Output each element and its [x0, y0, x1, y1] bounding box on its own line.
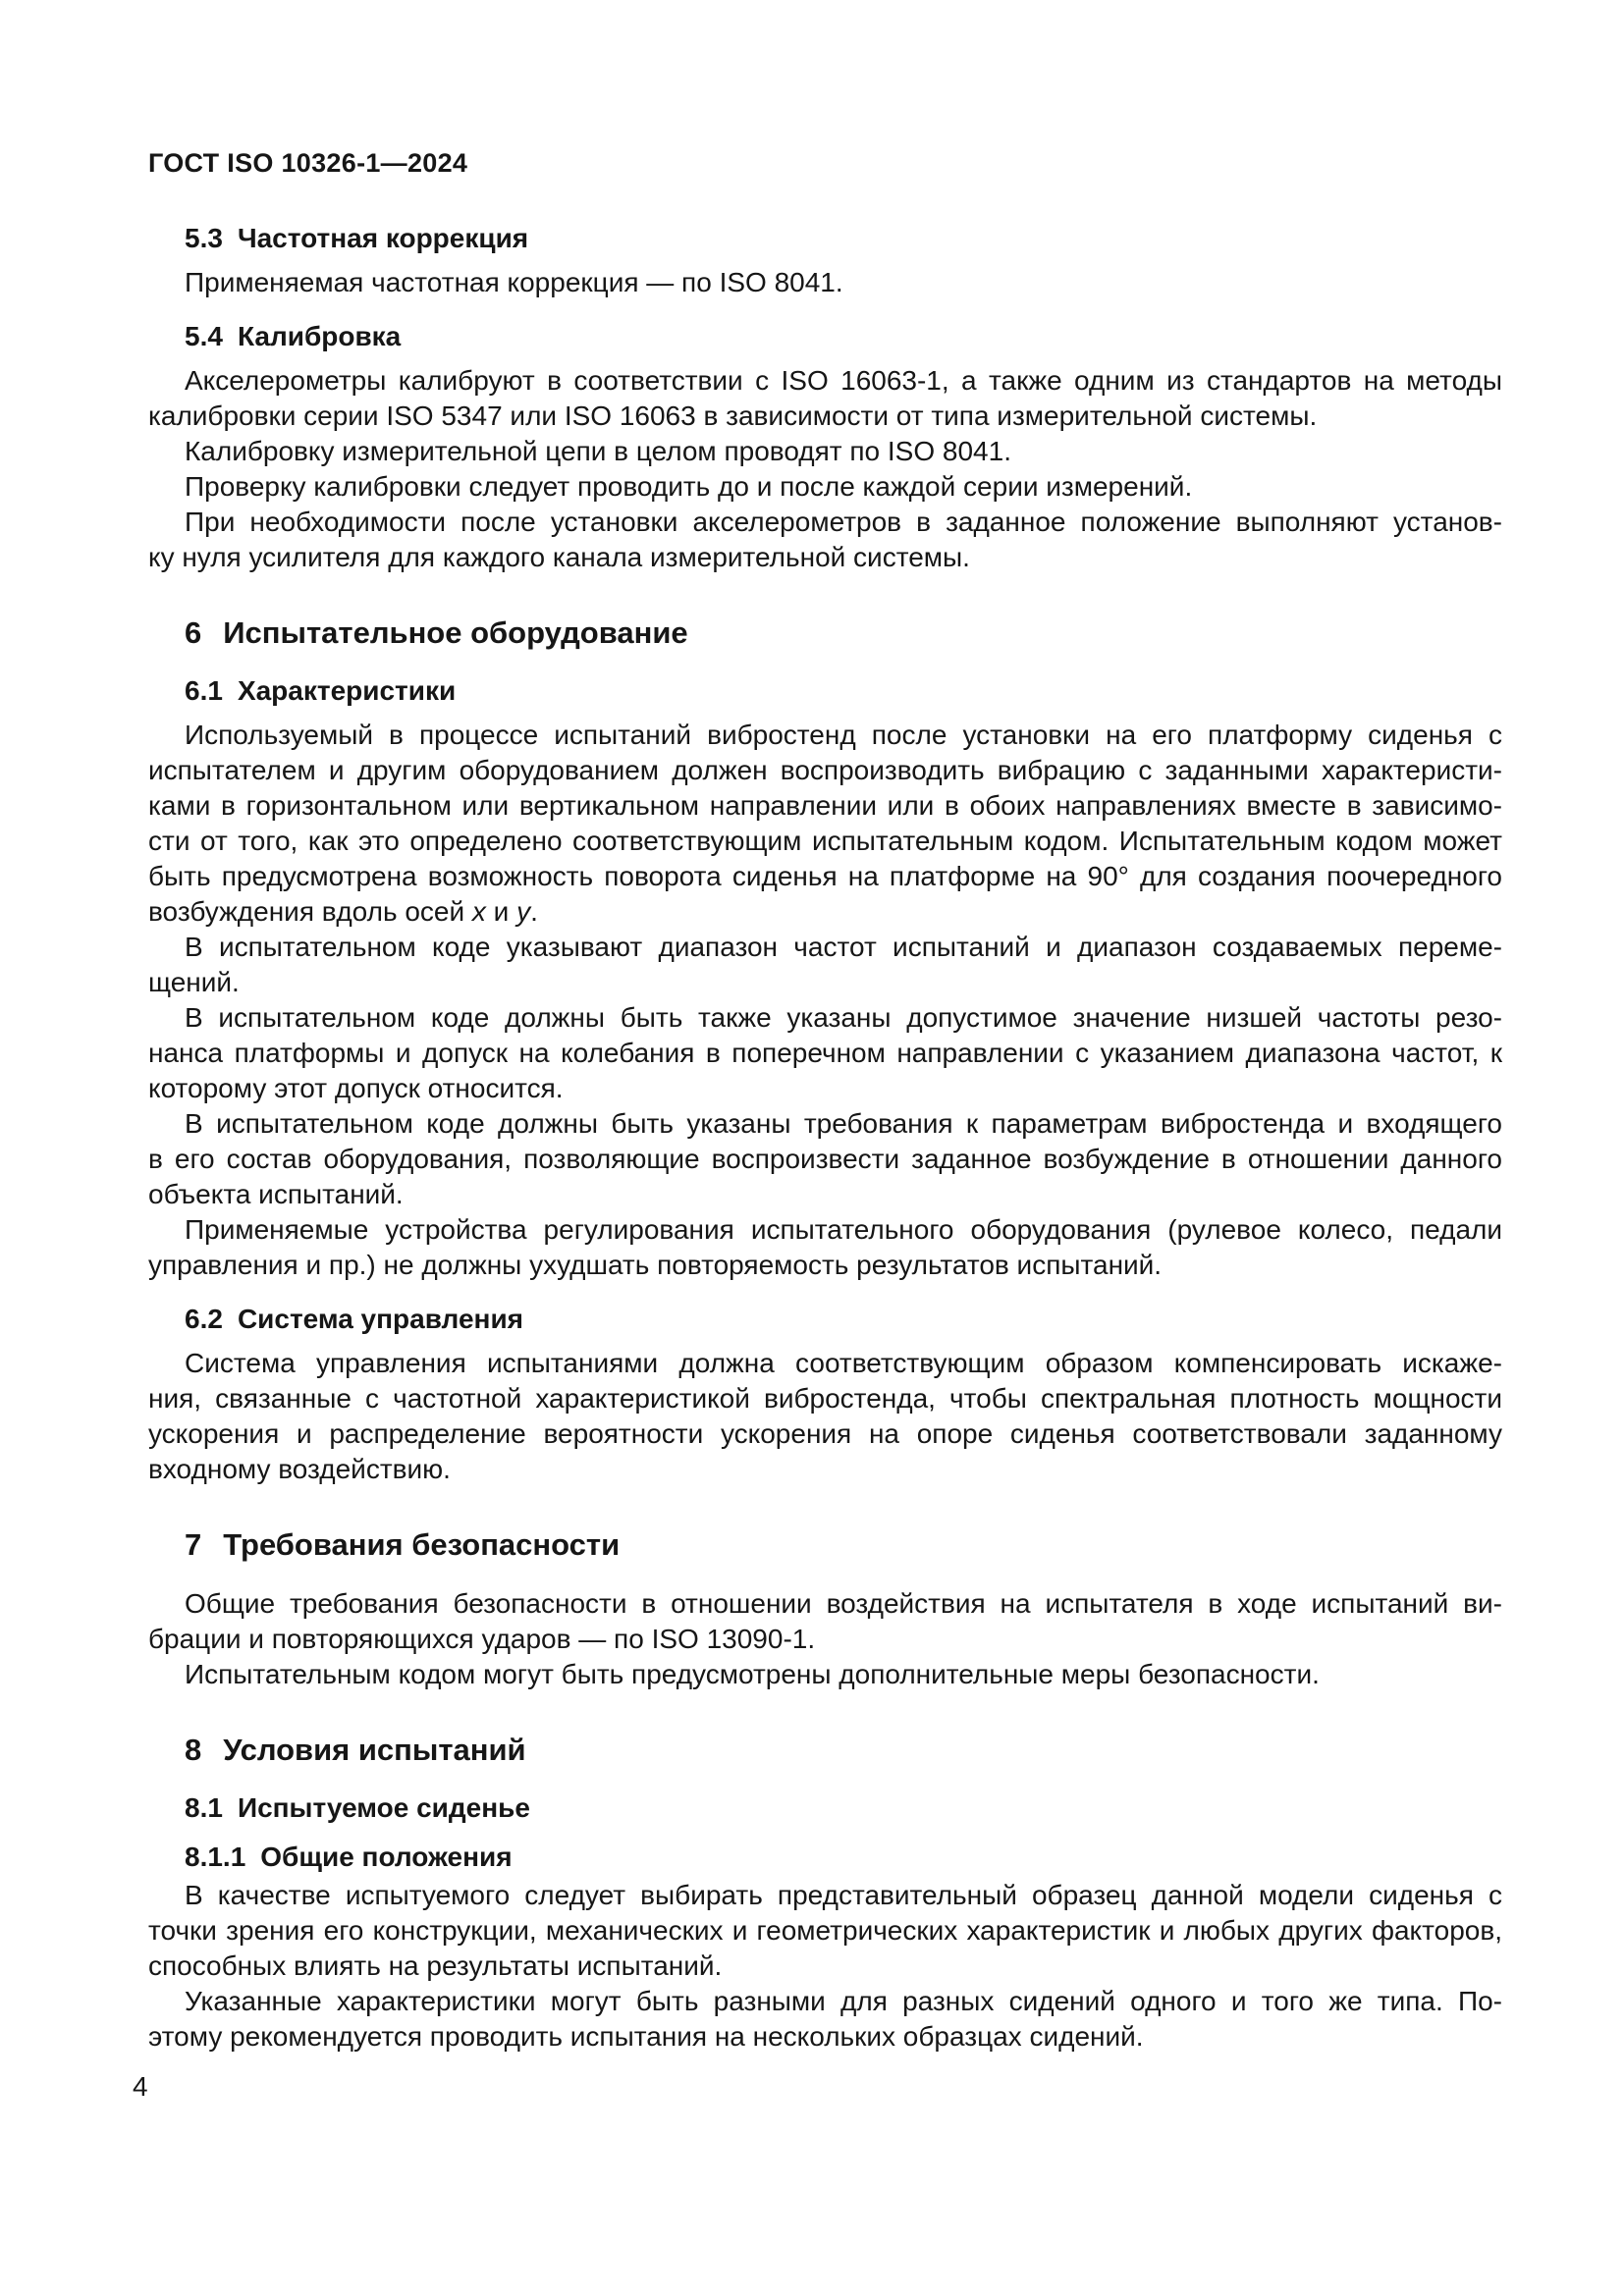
text-line	[148, 469, 1502, 505]
text-segment: Проверку калибровки следует проводить до и после каждой серии измерений.	[185, 471, 1193, 502]
section-number: 5.4	[185, 321, 223, 351]
section-number: 5.3	[185, 223, 223, 253]
text-segment: В испытательном коде указывают диапазон частот испытаний и диапазон создаваемых переме-	[185, 932, 1502, 962]
section-heading-6-2	[185, 1303, 1502, 1336]
text-segment: Акселерометры калибруют в соответствии с ISO 16063-1, а также одним из стандартов на методы	[185, 365, 1502, 396]
text-line	[148, 1949, 1502, 1984]
section-heading-6	[185, 614, 1502, 651]
paragraph	[148, 1106, 1502, 1212]
section-title: Общие положения	[260, 1842, 513, 1872]
paragraph	[148, 363, 1502, 434]
text-line	[148, 1248, 1502, 1283]
text-line	[148, 753, 1502, 788]
text-segment: испытателем и другим оборудованием должен воспроизводить вибрацию с заданными характеристи-	[148, 755, 1502, 785]
text-line	[148, 965, 1502, 1000]
text-line	[148, 1381, 1502, 1416]
text-segment: управления и пр.) не должны ухудшать повторяемость результатов испытаний.	[148, 1250, 1163, 1280]
section-number: 7	[185, 1527, 202, 1562]
text-segment: точки зрения его конструкции, механических и геометрических характеристик и любых других факторов,	[148, 1915, 1502, 1946]
text-line	[148, 1177, 1502, 1212]
page-number: 4	[133, 2071, 148, 2102]
italic-text: x	[471, 896, 486, 927]
text-line	[148, 930, 1502, 965]
italic-text: y	[516, 896, 531, 927]
paragraph	[148, 930, 1502, 1000]
section-title: Характеристики	[237, 675, 457, 706]
paragraph	[148, 505, 1502, 575]
text-line	[148, 1452, 1502, 1487]
paragraph	[148, 1346, 1502, 1487]
section-heading-8-1-1	[185, 1841, 1502, 1874]
section-heading-5-4	[185, 320, 1502, 353]
text-segment: Испытательным кодом могут быть предусмотрены дополнительные меры безопасности.	[185, 1659, 1320, 1689]
text-segment: сти от того, как это определено соответствующим испытательным кодом. Испытательным кодом может	[148, 826, 1502, 856]
paragraph	[148, 1878, 1502, 1984]
text-segment: ками в горизонтальном или вертикальном направлении или в обоих направлениях вместе в зависимо-	[148, 790, 1502, 821]
text-line	[148, 1622, 1502, 1657]
text-segment: Применяемая частотная коррекция — по ISO 8041.	[185, 267, 843, 297]
text-segment: способных влиять на результаты испытаний.	[148, 1950, 723, 1981]
paragraph	[148, 1984, 1502, 2055]
text-segment: нанса платформы и допуск на колебания в поперечном направлении с указанием диапазона частот, к	[148, 1038, 1502, 1068]
text-segment: ку нуля усилителя для каждого канала измерительной системы.	[148, 542, 970, 572]
text-line	[148, 859, 1502, 894]
section-title: Требования безопасности	[223, 1527, 621, 1562]
paragraph	[148, 1657, 1502, 1692]
text-line	[148, 1000, 1502, 1036]
section-title: Система управления	[237, 1304, 524, 1334]
section-number: 8.1	[185, 1792, 223, 1823]
text-segment: В испытательном коде должны быть указаны требования к параметрам вибростенда и входящего	[185, 1108, 1502, 1139]
paragraph	[148, 1586, 1502, 1657]
text-segment: .	[530, 896, 538, 927]
text-segment: ускорения и распределение вероятности ускорения на опоре сиденья соответствовали заданному	[148, 1418, 1502, 1449]
section-number: 6	[185, 615, 202, 650]
text-segment: Указанные характеристики могут быть разными для разных сидений одного и того же типа. По-	[185, 1986, 1502, 2016]
text-line	[148, 824, 1502, 859]
text-line	[148, 1586, 1502, 1622]
text-segment: калибровки серии ISO 5347 или ISO 16063 в зависимости от типа измерительной системы.	[148, 400, 1318, 431]
text-segment: Калибровку измерительной цепи в целом проводят по ISO 8041.	[185, 436, 1011, 466]
paragraph	[148, 265, 1502, 300]
section-heading-6-1	[185, 674, 1502, 708]
section-heading-5-3	[185, 222, 1502, 255]
section-heading-7	[185, 1526, 1502, 1563]
text-segment: ния, связанные с частотной характеристикой вибростенда, чтобы спектральная плотность мощности	[148, 1383, 1502, 1414]
text-segment: брации и повторяющихся ударов — по ISO 13090-1.	[148, 1624, 816, 1654]
text-segment: Система управления испытаниями должна соответствующим образом компенсировать искаже-	[185, 1348, 1502, 1378]
text-line	[148, 1036, 1502, 1071]
text-segment: В качестве испытуемого следует выбирать представительный образец данной модели сиденья с	[185, 1880, 1502, 1910]
section-heading-8-1	[185, 1791, 1502, 1825]
text-line	[148, 2019, 1502, 2055]
text-line	[148, 1212, 1502, 1248]
paragraph	[148, 434, 1502, 469]
paragraph	[148, 718, 1502, 930]
text-line	[148, 1106, 1502, 1142]
section-title: Испытуемое сиденье	[237, 1792, 530, 1823]
section-number: 8	[185, 1733, 202, 1767]
text-segment: Применяемые устройства регулирования испытательного оборудования (рулевое колесо, педали	[185, 1214, 1502, 1245]
text-segment: которому этот допуск относится.	[148, 1073, 564, 1103]
text-segment: щений.	[148, 967, 240, 997]
text-segment: быть предусмотрена возможность поворота сиденья на платформе на 90° для создания поочередного	[148, 861, 1502, 891]
text-segment: и	[485, 896, 517, 927]
text-line	[148, 1142, 1502, 1177]
text-line	[148, 718, 1502, 753]
section-heading-8	[185, 1732, 1502, 1768]
text-segment: в его состав оборудования, позволяющие воспроизвести заданное возбуждение в отношении данного	[148, 1144, 1502, 1174]
text-line	[148, 1346, 1502, 1381]
text-segment: этому рекомендуется проводить испытания на нескольких образцах сидений.	[148, 2021, 1144, 2052]
text-segment: При необходимости после установки акселерометров в заданное положение выполняют установ-	[185, 507, 1502, 537]
section-title: Условия испытаний	[223, 1733, 526, 1767]
text-line	[148, 788, 1502, 824]
text-segment: возбуждения вдоль осей	[148, 896, 472, 927]
section-number: 6.2	[185, 1304, 223, 1334]
document-header: ГОСТ ISO 10326-1—2024	[148, 148, 468, 178]
text-segment: В испытательном коде должны быть также указаны допустимое значение низшей частоты резо-	[185, 1002, 1502, 1033]
text-line	[148, 265, 1502, 300]
text-segment: входному воздействию.	[148, 1454, 451, 1484]
text-line	[148, 1657, 1502, 1692]
text-line	[148, 894, 1502, 930]
text-line	[148, 1913, 1502, 1949]
paragraph	[148, 469, 1502, 505]
paragraph	[148, 1212, 1502, 1283]
section-number: 8.1.1	[185, 1842, 246, 1872]
section-title: Калибровка	[237, 321, 402, 351]
text-line	[148, 434, 1502, 469]
section-title: Испытательное оборудование	[223, 615, 688, 650]
text-line	[148, 1416, 1502, 1452]
text-line	[148, 1071, 1502, 1106]
text-line	[148, 1984, 1502, 2019]
text-segment: объекта испытаний.	[148, 1179, 404, 1209]
text-line	[148, 1878, 1502, 1913]
section-title: Частотная коррекция	[237, 223, 529, 253]
document-content	[148, 147, 1502, 2055]
document-body	[148, 222, 1502, 2055]
paragraph	[148, 1000, 1502, 1106]
text-line	[148, 399, 1502, 434]
text-line	[148, 363, 1502, 399]
text-line	[148, 540, 1502, 575]
section-number: 6.1	[185, 675, 223, 706]
text-segment: Используемый в процессе испытаний вибростенд после установки на его платформу сиденья с	[185, 720, 1502, 750]
text-line	[148, 505, 1502, 540]
text-segment: Общие требования безопасности в отношении воздействия на испытателя в ходе испытаний ви-	[185, 1588, 1502, 1619]
